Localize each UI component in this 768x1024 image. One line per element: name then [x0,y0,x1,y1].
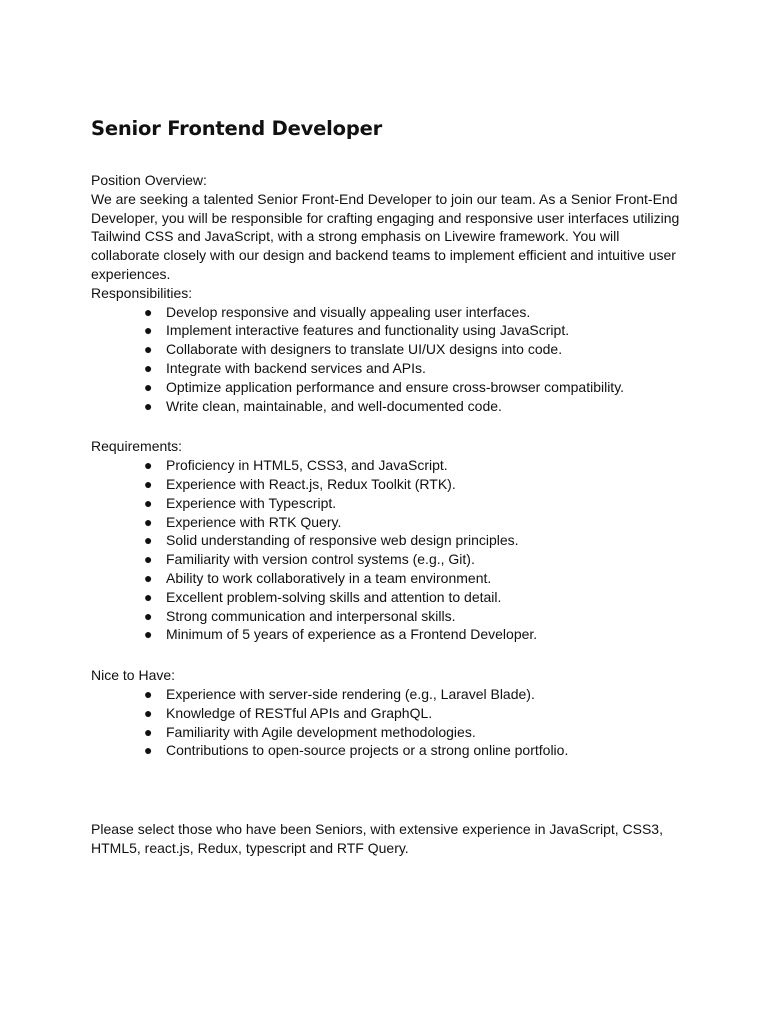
requirements-list [91,456,691,644]
list-item-text: Familiarity with version control systems (e.g., Git). [166,551,475,568]
list-item-text: Write clean, maintainable, and well-documented code. [166,397,502,414]
nice-to-have-label: Nice to Have: [91,667,176,684]
bullet-icon: ● [144,494,153,511]
list-item [144,588,691,607]
bullet-icon: ● [144,341,153,358]
list-item [144,685,691,704]
bullet-icon: ● [144,475,153,492]
requirements-label: Requirements: [91,438,183,455]
list-item [144,569,691,588]
bullet-icon: ● [144,626,153,643]
bullet-icon: ● [144,569,153,586]
responsibilities-label: Responsibilities: [91,284,193,301]
list-item [144,378,691,397]
bullet-icon: ● [144,588,153,605]
document-title: Senior Frontend Developer [91,117,383,140]
overview-label: Position Overview: [91,172,207,188]
list-item [144,607,691,626]
bullet-icon: ● [144,359,153,376]
bullet-icon: ● [144,551,153,568]
list-item-text: Strong communication and interpersonal skills. [166,607,456,624]
list-item-text: Solid understanding of responsive web design principles. [166,532,519,549]
bullet-icon: ● [144,742,153,759]
list-item-text: Implement interactive features and functionality using JavaScript. [166,322,570,339]
list-item-text: Develop responsive and visually appealing user interfaces. [166,303,531,320]
list-item-text: Integrate with backend services and APIs. [166,359,426,376]
list-item-text: Optimize application performance and ensure cross-browser compatibility. [166,378,625,395]
list-item [144,321,691,340]
list-item-text: Minimum of 5 years of experience as a Frontend Developer. [166,626,538,643]
list-item [144,397,691,416]
list-item-text: Experience with server-side rendering (e.g., Laravel Blade). [166,685,535,702]
overview-text: We are seeking a talented Senior Front-End Developer to join our team. As a Senior Front-End Developer, you will be responsible for crafting engaging and responsive user interfaces utilizing Tailwind CSS and JavaScript, with a strong emphasis on Livewire framework. You will collaborate closely with our design and backend teams to implement efficient and intuitive user experiences. [91,190,680,282]
list-item-text: Knowledge of RESTful APIs and GraphQL. [166,704,433,721]
list-item [144,550,691,569]
list-item [144,303,691,322]
nice-to-have-list [91,685,691,760]
list-item [144,475,691,494]
list-item-text: Proficiency in HTML5, CSS3, and JavaScript. [166,457,448,474]
list-item-text: Experience with React.js, Redux Toolkit (RTK). [166,475,456,492]
closing-note: Please select those who have been Seniors, with extensive experience in JavaScript, CSS3, HTML5, react.js, Redux, typescript and RTF Query. [91,821,663,856]
list-item-text: Collaborate with designers to translate UI/UX designs into code. [166,341,563,358]
bullet-icon: ● [144,532,153,549]
bullet-icon: ● [144,607,153,624]
list-item [144,741,691,760]
list-item [144,494,691,513]
bullet-icon: ● [144,303,153,320]
bullet-icon: ● [144,397,153,414]
list-item-text: Ability to work collaboratively in a team environment. [166,569,492,586]
list-item-text: Experience with RTK Query. [166,513,342,530]
list-item [144,531,691,550]
bullet-icon: ● [144,685,153,702]
list-item-text: Experience with Typescript. [166,494,337,511]
list-item [144,704,691,723]
list-item [144,513,691,532]
list-item-text: Contributions to open-source projects or a strong online portfolio. [166,742,569,759]
list-item [144,340,691,359]
bullet-icon: ● [144,723,153,740]
document-page [91,115,691,858]
list-item [144,723,691,742]
bullet-icon: ● [144,457,153,474]
bullet-icon: ● [144,513,153,530]
bullet-icon: ● [144,322,153,339]
list-item [144,456,691,475]
list-item [144,359,691,378]
responsibilities-list [91,303,691,416]
list-item-text: Excellent problem-solving skills and attention to detail. [166,588,502,605]
list-item [144,625,691,644]
bullet-icon: ● [144,378,153,395]
bullet-icon: ● [144,704,153,721]
list-item-text: Familiarity with Agile development methodologies. [166,723,476,740]
